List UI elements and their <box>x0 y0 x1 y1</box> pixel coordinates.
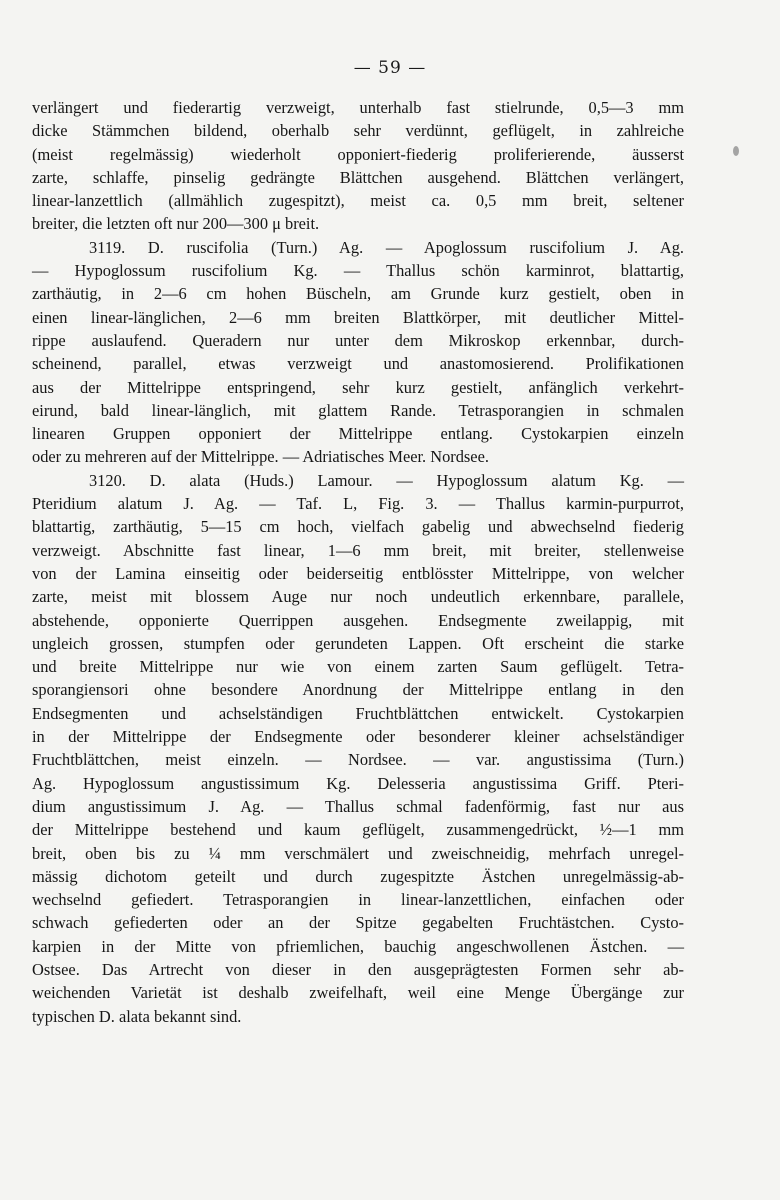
text-line: einen linear-länglichen, 2—6 mm breiten Blattkörper, mit deutlicher Mittel- <box>32 307 684 327</box>
text-line: der Mittelrippe bestehend und kaum geflügelt, zusammengedrückt, ½—1 mm <box>32 820 684 840</box>
text-line: Ostsee. Das Artrecht von dieser in den ausgeprägtesten Formen sehr ab- <box>32 959 684 979</box>
text-line: weichenden Varietät ist deshalb zweifelhaft, weil eine Menge Übergänge zur <box>32 983 684 1003</box>
text-line: aus der Mittelrippe entspringend, sehr kurz gestielt, anfänglich verkehrt- <box>32 377 684 397</box>
text-line: rippe auslaufend. Queradern nur unter dem Mikroskop erkennbar, durch- <box>32 330 684 350</box>
text-line: karpien in der Mitte von pfriemlichen, bauchig angeschwollenen Ästchen. — <box>32 936 684 956</box>
text-line: scheinend, parallel, etwas verzweigt und anastomosierend. Prolifikationen <box>32 354 684 374</box>
text-line: verlängert und fiederartig verzweigt, unterhalb fast stielrunde, 0,5—3 mm <box>32 98 684 117</box>
text-line: verzweigt. Abschnitte fast linear, 1—6 mm breit, mit breiter, stellenweise <box>32 540 684 560</box>
text-line: linearen Gruppen opponiert der Mittelrippe entlang. Cystokarpien einzeln <box>32 424 684 444</box>
text-line: von der Lamina einseitig oder beiderseitig entblösster Mittelrippe, von welcher <box>32 563 684 583</box>
text-line: breiter, die letzten oft nur 200—300 μ breit. <box>32 214 320 234</box>
text-line: breit, oben bis zu ¼ mm verschmälert und zweischneidig, mehrfach unregel- <box>32 843 684 863</box>
text-line: in der Mittelrippe der Endsegmente oder besonderer kleiner achselständiger <box>32 727 684 747</box>
text-line: zarte, meist mit blossem Auge nur noch undeutlich erkennbare, parallele, <box>32 587 684 607</box>
text-line: Ag. Hypoglossum angustissimum Kg. Delesseria angustissima Griff. Pteri- <box>32 773 684 793</box>
text-line: mässig dichotom geteilt und durch zugespitzte Ästchen unregelmässig-ab- <box>32 866 684 886</box>
text-line: Endsegmenten und achselständigen Fruchtblättchen entwickelt. Cystokarpien <box>32 703 684 723</box>
text-line: schwach gefiederten oder an der Spitze gegabelten Fruchtästchen. Cysto- <box>32 913 684 933</box>
entry-heading-3119: 3119. D. ruscifolia (Turn.) Ag. — Apoglossum ruscifolium J. Ag. <box>89 237 684 257</box>
text-line: — Hypoglossum ruscifolium Kg. — Thallus schön karminrot, blattartig, <box>32 261 684 281</box>
entry-heading-3120: 3120. D. alata (Huds.) Lamour. — Hypoglossum alatum Kg. — <box>89 470 684 490</box>
text-line: eirund, bald linear-länglich, mit glattem Rande. Tetrasporangien in schmalen <box>32 400 684 420</box>
text-line: oder zu mehreren auf der Mittelrippe. — Adriatisches Meer. Nordsee. <box>32 447 489 467</box>
text-line: und breite Mittelrippe nur wie von einem zarten Saum geflügelt. Tetra- <box>32 657 684 677</box>
text-line: blattartig, zarthäutig, 5—15 cm hoch, vielfach gabelig und abwechselnd fiederig <box>32 517 684 537</box>
scan-speck <box>733 146 739 156</box>
text-line: sporangiensori ohne besondere Anordnung der Mittelrippe entlang in den <box>32 680 684 700</box>
text-line: wechselnd gefiedert. Tetrasporangien in linear-lanzettlichen, einfachen oder <box>32 890 684 910</box>
text-line: dicke Stämmchen bildend, oberhalb sehr verdünnt, geflügelt, in zahlreiche <box>32 121 684 141</box>
text-line: abstehende, opponierte Querrippen ausgehen. Endsegmente zweilappig, mit <box>32 610 684 630</box>
text-line: (meist regelmässig) wiederholt opponiert-fiederig proliferierende, äusserst <box>32 144 684 164</box>
text-line: linear-lanzettlich (allmählich zugespitzt), meist ca. 0,5 mm breit, seltener <box>32 191 684 211</box>
text-line: ungleich grossen, stumpfen oder gerundeten Lappen. Oft erscheint die starke <box>32 633 684 653</box>
text-line: Pteridium alatum J. Ag. — Taf. L, Fig. 3. — Thallus karmin-purpurrot, <box>32 494 684 514</box>
text-line: zarte, schlaffe, pinselig gedrängte Blättchen ausgehend. Blättchen verlängert, <box>32 167 684 187</box>
body-text <box>32 96 684 1028</box>
text-line: typischen D. alata bekannt sind. <box>32 1006 242 1026</box>
page-number: — 59 — <box>353 58 427 78</box>
text-line: zarthäutig, in 2—6 cm hohen Büscheln, am Grunde kurz gestielt, oben in <box>32 284 684 304</box>
text-line: Fruchtblättchen, meist einzeln. — Nordsee. — var. angustissima (Turn.) <box>32 750 684 770</box>
text-line: dium angustissimum J. Ag. — Thallus schmal fadenförmig, fast nur aus <box>32 796 684 816</box>
